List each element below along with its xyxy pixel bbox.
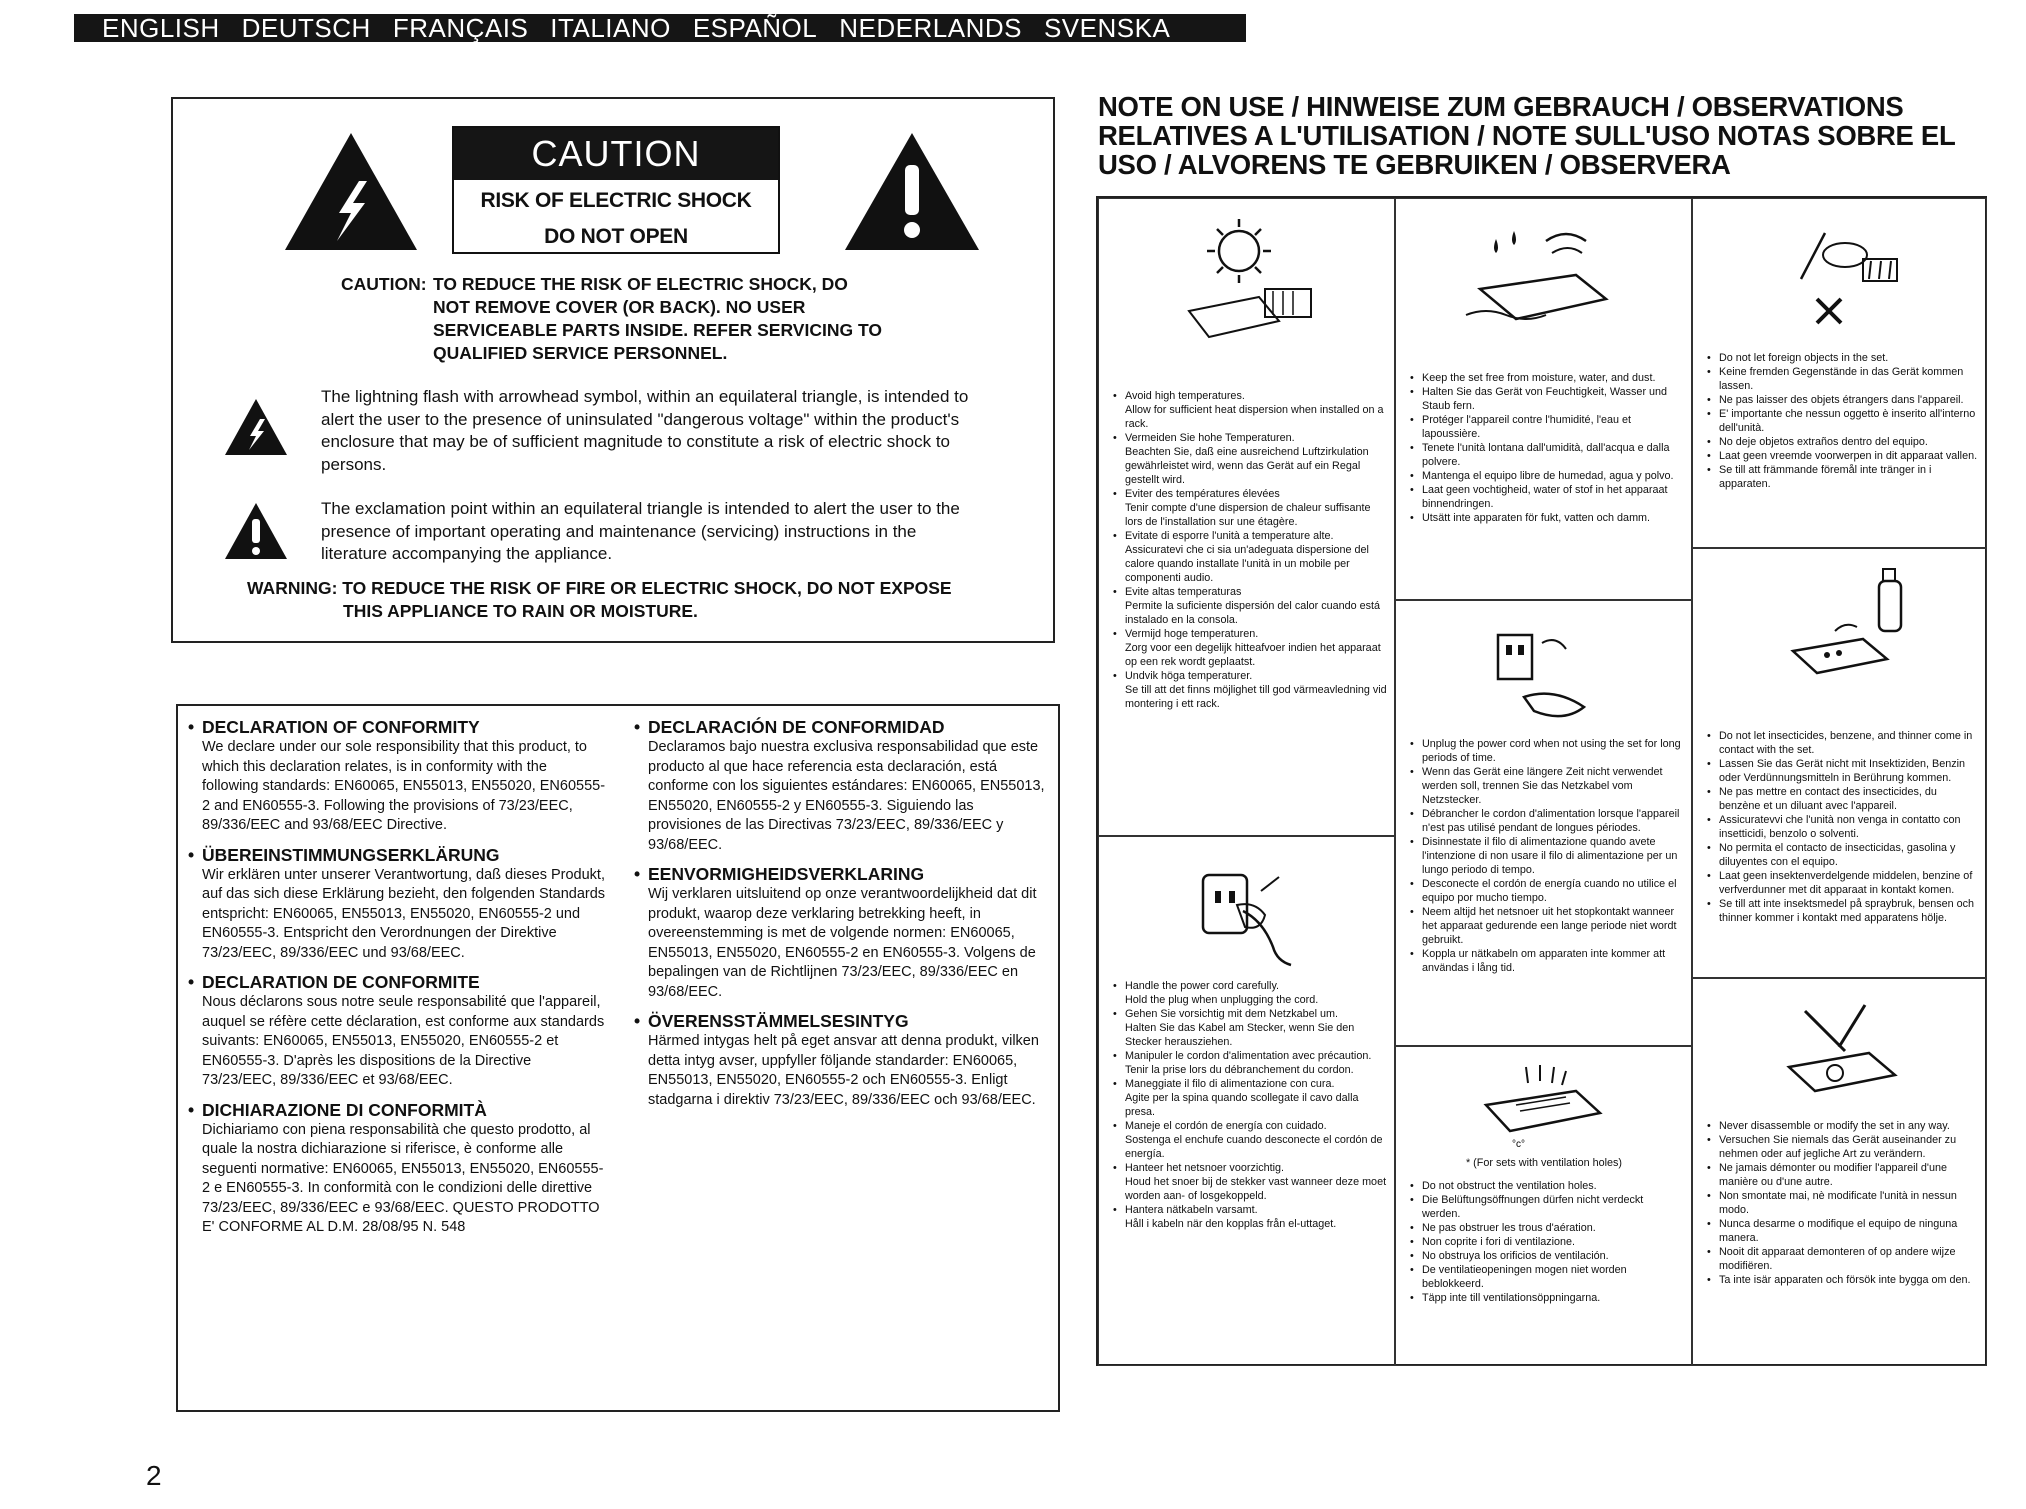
caution-badge-title: CAUTION — [454, 128, 778, 180]
note-item-heading: • Gehen Sie vorsichtig mit dem Netzkabel um. — [1125, 1008, 1339, 1020]
note-item-detail: Houd het snoer bij de stekker vast wanneer deze moet worden aan- of losgekoppeld. — [1125, 1176, 1387, 1202]
note-cell-heat — [1098, 198, 1395, 836]
note-cell-disassemble — [1692, 978, 1987, 1366]
note-item — [1408, 371, 1684, 385]
note-item — [1408, 947, 1684, 975]
lightning-warning-icon — [281, 129, 421, 254]
note-item — [1408, 1193, 1684, 1221]
note-item — [1705, 757, 1981, 785]
disassemble-tools-icon — [1775, 991, 1915, 1111]
declaration-body: Declaramos bajo nuestra exclusiva responsabilidad que este producto al que hace referencia esta declaración, está conforme con los siguientes estándares: EN60065, EN55013, EN55020, EN60555-2 y EN60555-3. Siguiendo las provisiones de las Directivas 73/23/EEC, 89/336/EEC y 93/68/EEC. — [648, 739, 1045, 853]
declaration-es: • DECLARACIÓN DE CONFORMIDAD Declaramos bajo nuestra exclusiva responsabilidad que este producto al que hace referencia esta declaración, está conforme con los siguientes estándares: EN60065, EN55013, EN55020, EN60555-2 y EN60555-3. Siguiendo las provisiones de las Directivas 73/23/EEC, 89/336/EEC y 93/68/EEC. — [634, 716, 1050, 855]
note-item — [1111, 627, 1387, 669]
note-item — [1408, 765, 1684, 807]
ventilation-device-icon — [1466, 1061, 1616, 1151]
note-item-heading: • Vermeiden Sie hohe Temperaturen. — [1125, 432, 1295, 444]
note-item-detail: Håll i kabeln när den kopplas från el-uttaget. — [1125, 1218, 1337, 1230]
warning-text — [247, 577, 1007, 623]
note-item-heading: • Die Belüftungsöffnungen dürfen nicht verdeckt werden. — [1422, 1194, 1644, 1220]
note-item-heading: • Hantera nätkabeln varsamt. — [1125, 1204, 1258, 1216]
note-item-heading: • Mantenga el equipo libre de humedad, agua y polvo. — [1422, 470, 1674, 482]
note-item-heading: • Disinnestate il filo di alimentazione quando avete l'intenzione di non usare il filo di alimentazione per un lungo periodo di tempo. — [1422, 836, 1678, 876]
note-item — [1705, 869, 1981, 897]
note-item-heading: • Halten Sie das Gerät von Feuchtigkeit, Wasser und Staub fern. — [1422, 386, 1668, 412]
note-item-heading: • Do not let foreign objects in the set. — [1719, 352, 1889, 364]
note-item — [1705, 1217, 1981, 1245]
note-cell-insecticides — [1692, 548, 1987, 978]
note-item — [1705, 1273, 1981, 1287]
note-item-heading: • Do not obstruct the ventilation holes. — [1422, 1180, 1597, 1192]
caution-badge — [452, 126, 780, 254]
note-cell-foreign — [1692, 198, 1987, 548]
declaration-nl: • EENVORMIGHEIDSVERKLARING Wij verklaren uitsluitend op onze verantwoordelijkheid dat dit produkt, waarop deze verklaring betrekking heeft, in overeenstemming is met de volgende normen: EN60065, EN55013, EN55020, EN60555-2 en EN60555-3. Volgens de bepalingen van de Richtlijnen 73/23/EEC, 89/336/EEC en 93/68/EEC. — [634, 863, 1050, 1002]
declaration-it: • DICHIARAZIONE DI CONFORMITÀ Dichiariamo con piena responsabilità che questo prodotto, al quale la nostra dichiarazione si riferisce, è conforme alle seguenti normative: EN60065, EN55013, EN55020, EN60555-2 e EN60555-3. In conformità con le condizioni delle direttive 73/23/EEC, 89/336/EEC e 93/68/EEC. QUESTO PRODOTTO E' CONFORME AL D.M. 28/08/95 N. 548 — [188, 1099, 606, 1238]
lang-svenska[interactable]: SVENSKA — [1043, 12, 1171, 43]
note-item-heading: • Nunca desarme o modifique el equipo de ninguna manera. — [1719, 1218, 1958, 1244]
note-item-heading: • Vermijd hoge temperaturen. — [1125, 628, 1259, 640]
note-item — [1408, 835, 1684, 877]
note-item-heading: • Hanteer het netsnoer voorzichtig. — [1125, 1162, 1285, 1174]
note-item — [1111, 979, 1387, 1007]
note-item — [1705, 897, 1981, 925]
note-on-use-title: NOTE ON USE / HINWEISE ZUM GEBRAUCH / OBSERVATIONS RELATIVES A L'UTILISATION / NOTE SULL'USO NOTAS SOBRE EL USO / ALVORENS TE GEBRUIKEN / OBSERVERA — [1098, 91, 1955, 180]
declarations-column-left — [188, 716, 606, 1246]
warning-line-2: THIS APPLIANCE TO RAIN OR MOISTURE. — [343, 601, 698, 621]
note-item-heading: • Do not let insecticides, benzene, and thinner come in contact with the set. — [1719, 730, 1973, 756]
note-item-heading: • No deje objetos extraños dentro del equipo. — [1719, 436, 1928, 448]
note-item-heading: • Tenete l'unità lontana dall'umidità, dall'acqua e dalla polvere. — [1422, 442, 1670, 468]
note-item-heading: • Laat geen vreemde voorwerpen in dit apparaat vallen. — [1719, 450, 1978, 462]
lightning-explanation: The lightning flash with arrowhead symbol, within an equilateral triangle, is intended to alert the user to the presence of uninsulated "dangerous voltage" within the product's enclosure that may be of sufficient magnitude to constitute a risk of electric shock to persons. — [321, 387, 969, 474]
ventilation-notes-list — [1408, 1179, 1684, 1305]
note-item-heading: • Assicuratevvi che l'unità non venga in contatto con insetticidi, benzolo o solventi. — [1719, 814, 1961, 840]
declaration-sv: • ÖVERENSSTÄMMELSESINTYG Härmed intygas helt på eget ansvar att denna produkt, vilken detta intyg avser, uppfyller följande standarder: EN60065, EN55013, EN55020, EN60555-2 och EN60555-3. Enligt stadgarna i direktiv 73/23/EEC, 89/336/EEC och 93/68/EEC. — [634, 1010, 1050, 1110]
note-item — [1111, 431, 1387, 487]
note-item — [1408, 441, 1684, 469]
declaration-body: Nous déclarons sous notre seule responsabilité que l'appareil, auquel se réfère cette déclaration, est conforme aux standards suivants: EN60065, EN55013, EN55020, EN60555-2 et EN60555-3. D'après les dispositions de la Directive 73/23/EEC, 89/336/EEC et 93/68/EEC. — [202, 994, 605, 1088]
lang-francais[interactable]: FRANÇAIS — [392, 12, 529, 43]
note-item — [1111, 669, 1387, 711]
note-item-heading: • Débrancher le cordon d'alimentation lorsque l'appareil n'est pas utilisé pendant de longues périodes. — [1422, 808, 1680, 834]
note-item-detail: Agite per la spina quando scollegate il cavo dalla presa. — [1125, 1092, 1359, 1118]
note-item-heading: • Ne pas laisser des objets étrangers dans l'appareil. — [1719, 394, 1964, 406]
lang-nederlands[interactable]: NEDERLANDS — [839, 12, 1022, 43]
note-item-heading: • Maneggiate il filo di alimentazione con cura. — [1125, 1078, 1335, 1090]
note-item-heading: • Ne pas obstruer les trous d'aération. — [1422, 1222, 1596, 1234]
note-item-heading: • Ta inte isär apparaten och försök inte bygga om den. — [1719, 1274, 1971, 1286]
note-item-heading: • Laat geen insektenverdelgende middelen, benzine of verfverdunner met dit apparaat in kontakt komen. — [1719, 870, 1973, 896]
moisture-drops-icon — [1456, 219, 1636, 339]
note-item — [1408, 1249, 1684, 1263]
insecticide-spray-icon — [1775, 561, 1915, 711]
note-item — [1705, 449, 1981, 463]
note-item-detail: Tenir la prise lors du débranchement du cordon. — [1125, 1064, 1354, 1076]
declaration-title: ÜBEREINSTIMMUNGSERKLÄRUNG — [202, 844, 500, 865]
declaration-title: DECLARATION DE CONFORMITE — [202, 972, 480, 992]
declaration-body: Wij verklaren uitsluitend op onze verantwoordelijkheid dat dit produkt, waarop deze verklaring betrekking heeft, in overeenstemming is met de volgende normen: EN60065, EN55013, EN55020, EN60555-2 en EN60555-3. Volgens de bepalingen van de Richtlijnen 73/23/EEC, 89/336/EEC en 93/68/EEC. — [648, 886, 1037, 1000]
declaration-body: Wir erklären unter unserer Verantwortung, daß dieses Produkt, auf das sich diese Erklärung bezieht, den folgenden Standards entspricht: EN60065, EN55013, EN55020, EN60555-2 und EN60555-3. Entspricht den Verordnungen der Direktive 73/23/EEC, 89/336/EEC und 93/68/EEC. — [202, 866, 606, 961]
declaration-body: Härmed intygas helt på eget ansvar att denna produkt, vilken detta intyg avser, uppfyller följande standarder: EN60065, EN55013, EN55020, EN60555-2 och EN60555-3. Enligt stadgarna i direktiv 73/23/EEC, 89/336/EEC och 93/68/EEC. — [648, 1033, 1039, 1108]
note-item — [1705, 841, 1981, 869]
lang-english[interactable]: ENGLISH — [102, 12, 220, 43]
declaration-de: • ÜBEREINSTIMMUNGSERKLÄRUNG Wir erklären unter unserer Verantwortung, daß dieses Produkt, auf das sich diese Erklärung bezieht, den folgenden Standards entspricht: EN60065, EN55013, EN55020, EN60555-2 und EN60555-3. Entspricht den Verordnungen der Direktive 73/23/EEC, 89/336/EEC und 93/68/EEC. — [188, 844, 606, 964]
note-item-detail: Beachten Sie, daß eine ausreichend Luftzirkulation gewährleistet wird, wenn das Gerät auf ein Regal gestellt wird. — [1125, 446, 1369, 486]
note-item-detail: Assicuratevi che ci sia un'adeguata dispersione del calore quando installate l'unità in un mobile per componenti audio. — [1125, 544, 1369, 584]
disassemble-notes-list — [1705, 1119, 1981, 1287]
note-item-heading: • Laat geen vochtigheid, water of stof in het apparaat binnendringen. — [1422, 484, 1668, 510]
note-item-heading: • Koppla ur nätkabeln om apparaten inte kommer att användas i lång tid. — [1422, 948, 1666, 974]
note-item-heading: • Neem altijd het netsnoer uit het stopkontakt wanneer het apparaat gedurende een lange periode niet wordt gebruikt. — [1422, 906, 1677, 946]
note-item — [1408, 905, 1684, 947]
note-item-heading: • Versuchen Sie niemals das Gerät auseinander zu nehmen oder auf jegliche Art zu verändern. — [1719, 1134, 1957, 1160]
note-item — [1705, 729, 1981, 757]
note-item-heading: • Evitate di esporre l'unità a temperature alte. — [1125, 530, 1334, 542]
note-item — [1408, 511, 1684, 525]
note-item-heading: • Ne pas mettre en contact des insecticides, du benzène et un diluant avec l'appareil. — [1719, 786, 1937, 812]
declarations-column-right — [634, 716, 1050, 1118]
note-item-heading: • Utsätt inte apparaten för fukt, vatten och damm. — [1422, 512, 1651, 524]
note-item-heading: • No permita el contacto de insecticidas, gasolina y diluyentes con el equipo. — [1719, 842, 1956, 868]
note-item-heading: • Unplug the power cord when not using the set for long periods of time. — [1422, 738, 1681, 764]
note-item-heading: • Täpp inte till ventilationsöppningarna. — [1422, 1292, 1601, 1304]
note-item — [1111, 585, 1387, 627]
note-item — [1408, 1263, 1684, 1291]
note-item — [1111, 487, 1387, 529]
note-item — [1408, 469, 1684, 483]
note-item-heading: • Eviter des températures élevées — [1125, 488, 1280, 500]
foreign-notes-list — [1705, 351, 1981, 491]
declaration-body: We declare under our sole responsibility that this product, to which this declaration relates, is in conformity with the following standards: EN60065, EN55013, EN55020, EN60555-2 and EN60555-3. Following the provisions of 73/23/EEC, 89/336/EEC and 93/68/EEC Directive. — [202, 739, 606, 833]
note-item-heading: • Se till att främmande föremål inte tränger in i apparaten. — [1719, 464, 1932, 490]
declaration-body: Dichiariamo con piena responsabilità che questo prodotto, al quale la nostra dichiarazione si riferisce, è conforme alle seguenti normative: EN60065, EN55013, EN55020, EN60555-2 e EN60555-3. In conformità con le condizioni delle direttive 73/23/EEC, 89/336/EEC e 93/68/EEC. QUESTO PRODOTTO E' CONFORME AL D.M. 28/08/95 N. 548 — [202, 1121, 604, 1235]
caution-heading-text: TO REDUCE THE RISK OF ELECTRIC SHOCK, DO NOT REMOVE COVER (OR BACK). NO USER SERVICEABLE PARTS INSIDE. REFER SERVICING TO QUALIFIED SERVICE PERSONNEL. — [433, 274, 882, 363]
exclamation-explanation: The exclamation point within an equilateral triangle is intended to alert the user to the presence of important operating and maintenance (servicing) instructions in the literature accompanying the appliance. — [321, 499, 960, 563]
note-item — [1705, 351, 1981, 365]
declaration-en: • DECLARATION OF CONFORMITY We declare under our sole responsibility that this product, to which this declaration relates, is in conformity with the following standards: EN60065, EN55013, EN55020, EN60555-2 and EN60555-3. Following the provisions of 73/23/EEC, 89/336/EEC and 93/68/EEC Directive. — [188, 716, 606, 836]
heat-sun-icon — [1169, 211, 1329, 351]
power-plug-icon — [1183, 861, 1303, 971]
note-item — [1408, 1179, 1684, 1193]
declaration-title: DECLARATION OF CONFORMITY — [202, 717, 480, 737]
foreign-objects-icon — [1765, 219, 1915, 339]
note-cell-moisture — [1395, 198, 1692, 600]
note-item — [1408, 877, 1684, 905]
declaration-title: DECLARACIÓN DE CONFORMIDAD — [648, 717, 945, 737]
note-item-heading: • No obstruya los orificios de ventilación. — [1422, 1250, 1609, 1262]
note-item-heading: • Ne jamais démonter ou modifier l'appareil d'une manière ou d'une autre. — [1719, 1162, 1947, 1188]
note-item-detail: Hold the plug when unplugging the cord. — [1125, 994, 1319, 1006]
note-item — [1408, 1221, 1684, 1235]
note-cell-power-cord — [1098, 836, 1395, 1366]
declaration-title: DICHIARAZIONE DI CONFORMITÀ — [202, 1099, 487, 1120]
note-item — [1111, 1077, 1387, 1119]
unplug-notes-list — [1408, 737, 1684, 975]
note-item-detail: Permite la suficiente dispersión del calor cuando está instalado en la consola. — [1125, 600, 1381, 626]
ventilation-caption: * (For sets with ventilation holes) — [1465, 1157, 1623, 1169]
lang-italiano[interactable]: ITALIANO — [550, 12, 671, 43]
note-item — [1408, 483, 1684, 511]
note-item-heading: • Se till att inte insektsmedel på spraybruk, bensen och thinner kommer i kontakt med apparatens hölje. — [1719, 898, 1975, 924]
note-item-heading: • De ventilatieopeningen mogen niet worden beblokkeerd. — [1422, 1264, 1627, 1290]
note-item — [1705, 1245, 1981, 1273]
note-item — [1111, 1119, 1387, 1161]
lang-deutsch[interactable]: DEUTSCH — [241, 12, 371, 43]
lang-espanol[interactable]: ESPAÑOL — [692, 12, 818, 43]
note-item-heading: • Avoid high temperatures. — [1125, 390, 1245, 402]
note-item — [1705, 1189, 1981, 1217]
note-item — [1111, 1203, 1387, 1231]
note-item — [1705, 435, 1981, 449]
note-item — [1705, 407, 1981, 435]
lightning-small-icon — [223, 397, 289, 457]
note-item-heading: • Desconecte el cordón de energía cuando no utilice el equipo por mucho tiempo. — [1422, 878, 1677, 904]
note-item — [1705, 365, 1981, 393]
note-cell-ventilation — [1395, 1046, 1692, 1366]
note-item-heading: • E' importante che nessun oggetto è inserito all'interno dell'unità. — [1719, 408, 1976, 434]
note-item-heading: • Never disassemble or modify the set in any way. — [1719, 1120, 1950, 1132]
note-item-heading: • Non smontate mai, nè modificate l'unità in nessun modo. — [1719, 1190, 1957, 1216]
note-item — [1408, 1291, 1684, 1305]
note-item — [1111, 389, 1387, 431]
note-item — [1705, 393, 1981, 407]
note-item-heading: • Evite altas temperaturas — [1125, 586, 1242, 598]
do-not-open-label: DO NOT OPEN — [544, 225, 688, 248]
note-item-heading: • Handle the power cord carefully. — [1125, 980, 1280, 992]
note-item-heading: • Nooit dit apparaat demonteren of op andere wijze modifiëren. — [1719, 1246, 1956, 1272]
declaration-title: ÖVERENSSTÄMMELSESINTYG — [648, 1011, 909, 1031]
note-item-heading: • Lassen Sie das Gerät nicht mit Insektiziden, Benzin oder Verdünnungsmitteln in Berührung kommen. — [1719, 758, 1966, 784]
exclamation-small-icon — [223, 501, 289, 561]
note-item — [1111, 1049, 1387, 1077]
risk-shock-label: RISK OF ELECTRIC SHOCK — [480, 189, 752, 212]
note-item-detail: Halten Sie das Kabel am Stecker, wenn Sie den Stecker herausziehen. — [1125, 1022, 1355, 1048]
note-item-heading: • Wenn das Gerät eine längere Zeit nicht verwendet werden soll, trennen Sie das Netzkabel vom Netzstecker. — [1422, 766, 1663, 806]
caution-panel — [171, 97, 1055, 643]
note-item — [1705, 1161, 1981, 1189]
declaration-title: EENVORMIGHEIDSVERKLARING — [648, 864, 925, 884]
note-item-heading: • Non coprite i fori di ventilazione. — [1422, 1236, 1576, 1248]
note-item — [1111, 1161, 1387, 1203]
note-item-detail: Tenir compte d'une dispersion de chaleur suffisante lors de l'installation sur une étagère. — [1125, 502, 1371, 528]
note-item — [1705, 813, 1981, 841]
note-grid — [1096, 196, 1987, 1366]
note-item — [1408, 1235, 1684, 1249]
note-item — [1705, 1133, 1981, 1161]
note-item-detail: Zorg voor een degelijk hitteafvoer indien het apparaat op een rek wordt geplaatst. — [1125, 642, 1381, 668]
note-item — [1705, 785, 1981, 813]
note-item-detail: Se till att det finns möjlighet till god värmeavledning vid montering i ett rack. — [1125, 684, 1387, 710]
declarations-panel — [176, 704, 1060, 1412]
declaration-fr: • DECLARATION DE CONFORMITE Nous déclarons sous notre seule responsabilité que l'appareil, auquel se réfère cette déclaration, est conforme aux standards suivants: EN60065, EN55013, EN55020, EN60555-2 et EN60555-3. D'après les dispositions de la Directive 73/23/EEC, 89/336/EEC et 93/68/EEC. — [188, 971, 606, 1091]
note-item-heading: • Keep the set free from moisture, water, and dust. — [1422, 372, 1656, 384]
language-bar — [74, 14, 1246, 42]
note-item — [1408, 385, 1684, 413]
note-item-heading: • Maneje el cordón de energía con cuidado. — [1125, 1120, 1327, 1132]
note-item-detail: Allow for sufficient heat dispersion when installed on a rack. — [1125, 404, 1384, 430]
note-item — [1408, 807, 1684, 835]
note-item — [1111, 529, 1387, 585]
moisture-notes-list — [1408, 371, 1684, 525]
note-item — [1705, 1119, 1981, 1133]
note-item — [1705, 463, 1981, 491]
note-item — [1408, 737, 1684, 765]
unplug-outlet-icon — [1484, 617, 1604, 727]
heat-notes-list — [1111, 389, 1387, 711]
note-item-detail: Sostenga el enchufe cuando desconecte el cordón de energía. — [1125, 1134, 1383, 1160]
note-item-heading: • Keine fremden Gegenstände in das Gerät kommen lassen. — [1719, 366, 1964, 392]
exclamation-warning-icon — [841, 129, 983, 254]
insecticides-notes-list — [1705, 729, 1981, 925]
note-cell-unplug — [1395, 600, 1692, 1046]
note-item — [1111, 1007, 1387, 1049]
note-item-heading: • Undvik höga temperaturer. — [1125, 670, 1253, 682]
caution-heading-lead: CAUTION: — [341, 274, 427, 294]
page-number: 2 — [146, 1460, 162, 1491]
svg-text:°c°: °c° — [1512, 1139, 1525, 1150]
warning-line-1: WARNING: TO REDUCE THE RISK OF FIRE OR ELECTRIC SHOCK, DO NOT EXPOSE — [247, 578, 952, 598]
note-item — [1408, 413, 1684, 441]
note-item-heading: • Manipuler le cordon d'alimentation avec précaution. — [1125, 1050, 1372, 1062]
power-cord-notes-list — [1111, 979, 1387, 1231]
note-item-heading: • Protéger l'appareil contre l'humidité, l'eau et lapoussière. — [1422, 414, 1632, 440]
